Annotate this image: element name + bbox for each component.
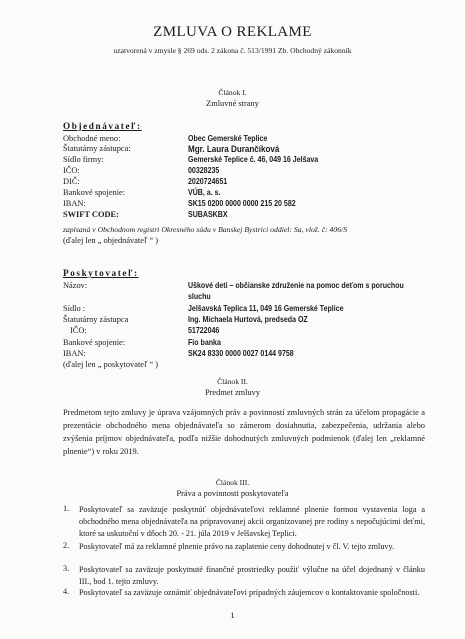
article-3-number: Článok III. (215, 478, 250, 487)
provider-label-iban: IBAN: (63, 349, 86, 358)
provider-value-ico: 51722046 (188, 326, 220, 335)
client-value-seat: Gemerské Teplice č. 46, 049 16 Jelšava (188, 155, 319, 164)
article-3-item-2-text: Poskytovateľ má za reklamné plnenie právo na zaplatenie ceny dohodnutej v čl. V. tejto zmluvy. (79, 542, 395, 551)
provider-value-name-line2: sluchu (188, 292, 211, 301)
client-label-bank: Bankové spojenie: (63, 188, 126, 197)
provider-label-name: Názov: (63, 281, 88, 290)
provider-alias: (ďalej len „ poskytovateľ “ ) (63, 360, 159, 369)
article-2-text: Predmetom tejto zmluvy je úprava vzájomných práv a povinností zmluvných strán za účelom propagácie a prezentácie obchodného mena objednávateľa so zámerom dosiahnutia, zabezpečenia, udržania alebo zvýšenia príjmov objednávateľa, podľa nižšie dohodnutých zmluvných podmienok (ďalej len „reklamné plnenie“) v roku 2019. (63, 408, 425, 456)
provider-value-bank: Fio banka (188, 338, 221, 347)
article-3-item-1-text: Poskytovateľ sa zaväzuje poskytnúť objednávateľovi reklamné plnenie formou vystavenia loga a obchodného mena objednávateľa na pripravovanej akcii organizovanej pre rodiny s nepočujúcimi deťmi, ktoré sa uskutoční v dňoch 20. - 21. júla 2019 v Jelšavskej Teplici. (79, 505, 425, 538)
client-label-swift: SWIFT CODE: (63, 210, 119, 219)
client-label-dic: DIČ: (63, 177, 80, 186)
client-value-dic: 2020724651 (188, 177, 228, 186)
provider-label-ico: IČO: (70, 326, 87, 335)
article-3-item-4-text: Poskytovateľ sa zaväzuje oznámiť objednávateľovi prípadných záujemcov o kontaktovanie spoločnosti. (79, 588, 420, 597)
article-3-item-2-number: 2. (63, 541, 70, 550)
article-1-heading: Zmluvné strany (206, 99, 259, 108)
document-subtitle: uzatvorená v zmysle § 269 ods. 2 zákona č. 513/1991 Zb. Obchodný zákonník (113, 46, 352, 55)
article-2-number: Článok II. (217, 377, 248, 386)
document-title: ZMLUVA O REKLAME (153, 24, 312, 40)
client-label-iban: IBAN: (63, 199, 86, 208)
client-alias: (ďalej len „ objednávateľ “ ) (63, 236, 159, 245)
article-3-item-3-text: Poskytovateľ sa zaväzuje poskytnuté finančné prostriedky použiť výlučne na účel dojednaný v článku III., bod 1. tejto zmluvy. (79, 565, 425, 586)
provider-heading: Poskytovateľ: (63, 268, 139, 278)
article-2-heading: Predmet zmluvy (204, 388, 261, 397)
client-value-name: Obec Gemerské Teplice (188, 134, 268, 143)
provider-value-statutory: Ing. Michaela Hurtová, predseda OZ (188, 315, 308, 324)
page-number: 1 (230, 610, 235, 620)
provider-label-bank: Bankové spojenie: (63, 338, 126, 347)
client-value-bank: VÚB, a. s. (188, 188, 221, 197)
provider-label-statutory: Štatutárny zástupca (63, 315, 129, 324)
client-label-name: Obchodné meno: (63, 134, 121, 143)
client-value-iban: SK15 0200 0000 0000 215 20 582 (188, 199, 296, 208)
provider-value-seat: Jelšavská Teplica 11, 049 16 Gemerské Teplice (188, 304, 344, 313)
client-registry-note: zapísaná v Obchodnom registri Okresného súdu v Banskej Bystrici oddiel: Sa, vlož. č: 406/S (63, 225, 348, 234)
client-label-statutory: Štatutárny zástupca: (63, 144, 131, 153)
article-1-number: Článok I. (218, 88, 247, 97)
provider-label-seat: Sídlo : (63, 304, 86, 313)
client-value-ico: 00328235 (188, 166, 220, 175)
client-label-seat: Sídlo firmy: (63, 155, 104, 164)
client-value-swift: SUBASKBX (188, 210, 228, 219)
article-3-heading: Práva a povinnosti poskytovateľa (176, 489, 289, 498)
client-label-ico: IČO: (63, 166, 80, 175)
article-3-item-4-number: 4. (63, 587, 70, 596)
client-heading: Objednávateľ: (63, 121, 142, 131)
article-3-item-1-number: 1. (63, 504, 70, 513)
provider-value-iban: SK24 8330 0000 0027 0144 9758 (188, 349, 294, 358)
client-value-statutory: Mgr. Laura Durančíková (188, 143, 280, 154)
provider-value-name-line1: Uškové deti – občianske združenie na pomoc deťom s poruchou (188, 281, 404, 290)
article-3-item-3-number: 3. (63, 564, 70, 573)
